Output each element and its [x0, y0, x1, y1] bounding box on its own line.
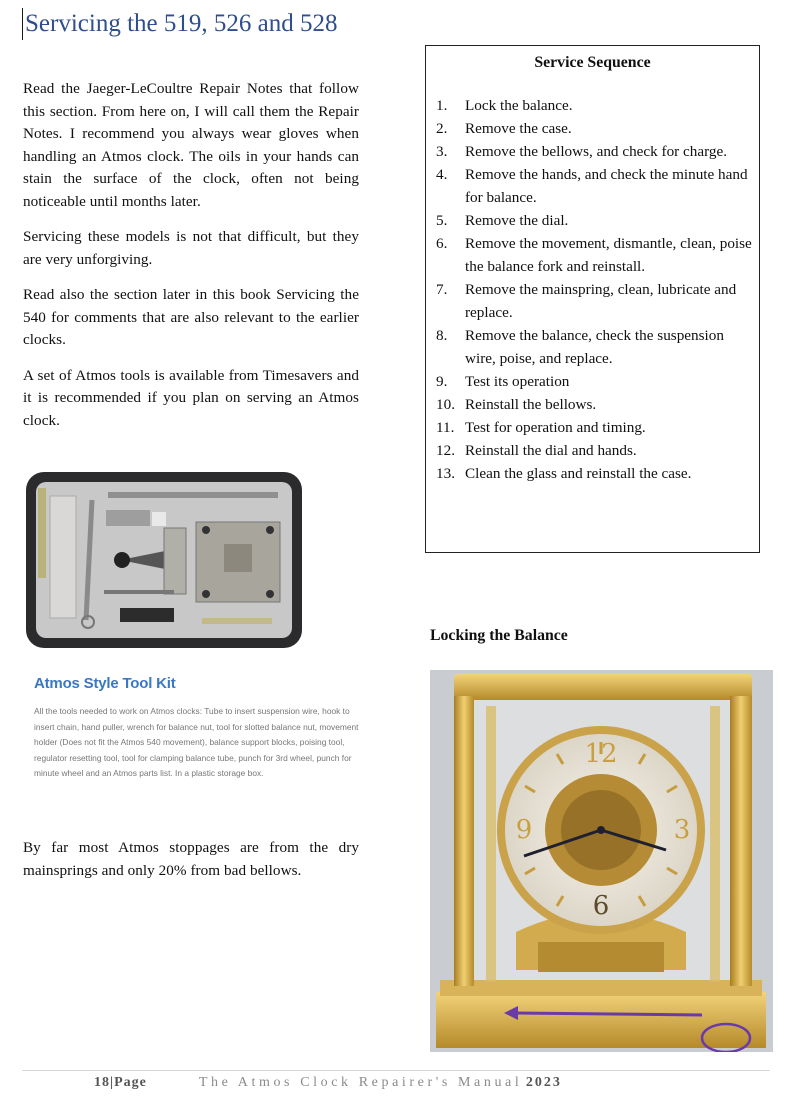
paragraph-unforgiving: Servicing these models is not that difficult, but they are very unforgiving. — [23, 228, 359, 268]
list-item: 7. Remove the mainspring, clean, lubricate and replace. — [436, 281, 737, 321]
toolkit-description: All the tools needed to work on Atmos clocks: Tube to insert suspension wire, hook to insert chain, hand puller, wrench for balance nut, tool for slotted balance nut, movement holder (Does not fit the Atmos 540 movement), balance support blocks, poising tool, regulator resetting tool, tool for clamping balance tube, punch for 3rd wheel, punch for minute wheel and an Atmos parts list. In a plastic storage box. — [34, 706, 359, 778]
dial-numeral-6: 6 — [592, 891, 610, 921]
list-item: 9. Test its operation — [436, 373, 570, 390]
paragraph-atmos-tools: A set of Atmos tools is available from Timesavers and it is recommended if you plan on serving an Atmos clock. — [23, 366, 359, 429]
clock-photo — [430, 670, 773, 1052]
paragraph-stoppages: By far most Atmos stoppages are from the dry mainsprings and only 20% from bad bellows. — [23, 839, 359, 879]
footer-divider — [22, 1070, 770, 1071]
service-sequence-list — [436, 94, 755, 485]
toolkit-title: Atmos Style Tool Kit — [34, 675, 176, 692]
page-footer — [94, 1075, 562, 1091]
service-sequence-heading: Service Sequence — [534, 54, 651, 71]
paragraph-repair-notes: Read the Jaeger-LeCoultre Repair Notes that follow this section. From here on, I will call them the Repair Notes. I recommend you always wear gloves when handling an Atmos clock. The oils in your hands can stain the surface of the clock, often not being noticeable until months later. — [23, 80, 359, 210]
list-item: 2. Remove the case. — [436, 120, 572, 137]
dial-numeral-3: 3 — [673, 815, 691, 845]
list-item: 6. Remove the movement, dismantle, clean, poise the balance fork and reinstall. — [436, 235, 752, 275]
service-sequence-box — [425, 45, 760, 553]
intro-text — [23, 78, 359, 445]
footer-year: 2023 — [525, 1075, 562, 1090]
list-item: 13. Clean the glass and reinstall the case. — [436, 465, 692, 482]
closing-text — [23, 837, 359, 895]
list-item: 3. Remove the bellows, and check for charge. — [436, 143, 728, 160]
dial-numeral-12: 12 — [584, 739, 618, 769]
dial-numeral-9: 9 — [515, 815, 533, 845]
locking-balance-heading: Locking the Balance — [430, 627, 568, 644]
list-item: 11. Test for operation and timing. — [436, 419, 646, 436]
list-item: 8. Remove the balance, check the suspension wire, poise, and replace. — [436, 327, 724, 367]
tool-kit-advert — [24, 470, 364, 830]
list-item: 1. Lock the balance. — [436, 97, 573, 114]
paragraph-servicing-540: Read also the section later in this book Servicing the 540 for comments that are also relevant to the earlier clocks. — [23, 286, 359, 348]
page-title: Servicing the 519, 526 and 528 — [22, 8, 337, 40]
list-item: 12. Reinstall the dial and hands. — [436, 442, 637, 459]
tool-kit-photo — [24, 470, 304, 652]
list-item: 10. Reinstall the bellows. — [436, 396, 597, 413]
list-item: 5. Remove the dial. — [436, 212, 569, 229]
list-item: 4. Remove the hands, and check the minute hand for balance. — [436, 166, 748, 206]
page-number: 18|Page — [94, 1075, 147, 1090]
book-title: The Atmos Clock Repairer's Manual — [198, 1075, 523, 1090]
